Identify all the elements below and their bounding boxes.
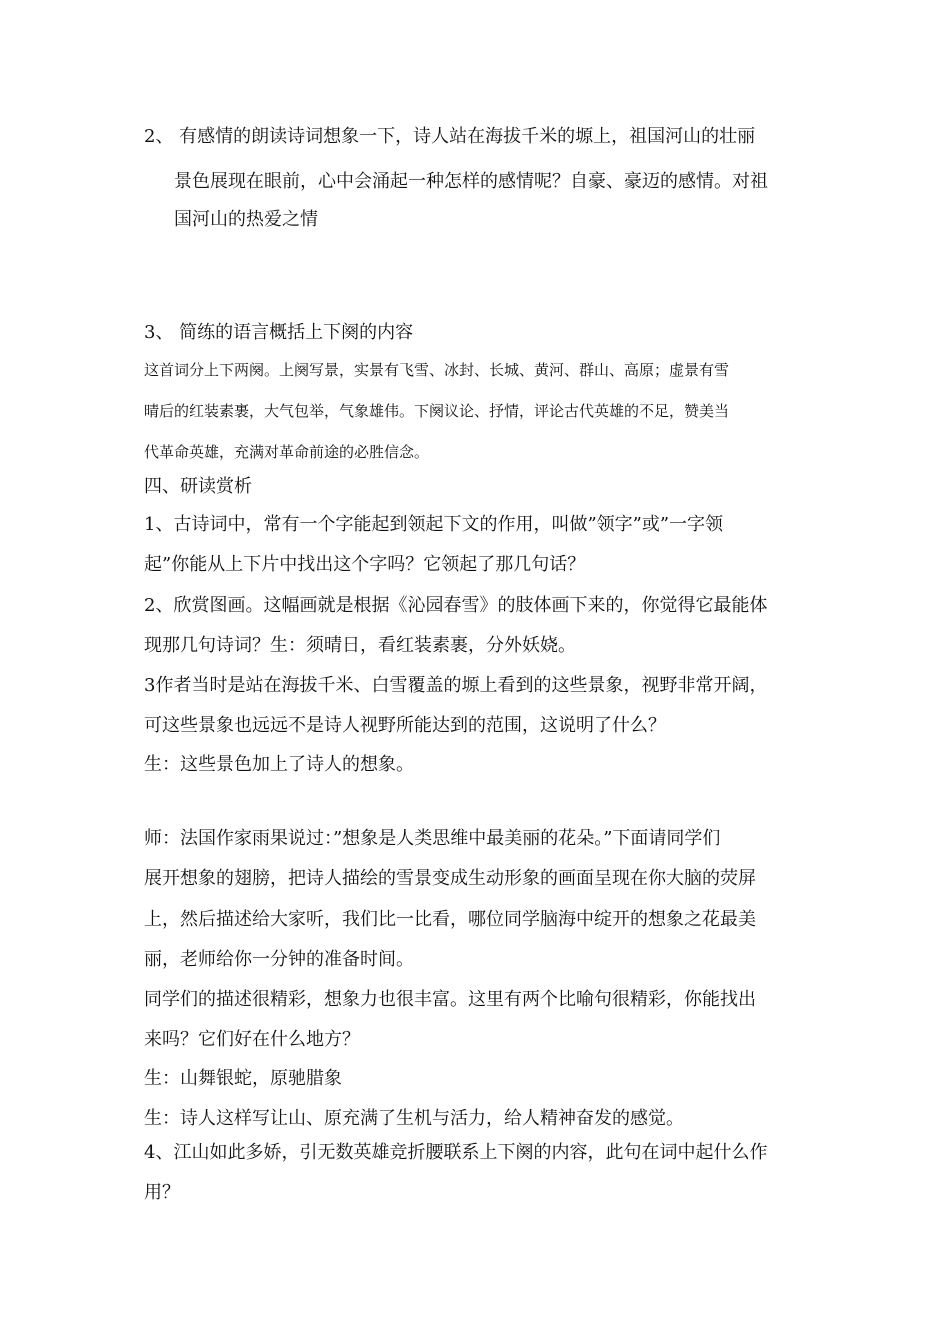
teacher-line-3: 上，然后描述给大家听，我们比一比看，哪位同学脑海中绽开的想象之花最美 bbox=[144, 909, 756, 930]
p3-heading: 3、 简练的语言概括上下阕的内容 bbox=[144, 322, 414, 343]
teacher-line-4: 丽，老师给你一分钟的准备时间。 bbox=[144, 949, 414, 970]
p2-line-3: 国河山的热爱之情 bbox=[174, 209, 318, 230]
q3-line-1: 3作者当时是站在海拔千米、白雪覆盖的塬上看到的这些景象，视野非常开阔， bbox=[144, 675, 768, 696]
q1-line-2: 起”你能从上下片中找出这个字吗？它领起了那几句话？ bbox=[144, 554, 586, 575]
teacher-line-2: 展开想象的翅膀，把诗人描绘的雪景变成生动形象的画面呈现在你大脑的荧屏 bbox=[144, 868, 756, 889]
teacher-line-1: 师：法国作家雨果说过：”想象是人类思维中最美丽的花朵。”下面请同学们 bbox=[144, 828, 721, 849]
student-answer-2: 生：诗人这样写让山、原充满了生机与活力，给人精神奋发的感觉。 bbox=[144, 1108, 684, 1129]
section4-heading: 四、研读赏析 bbox=[144, 476, 252, 497]
p2-line-2: 景色展现在眼前，心中会涌起一种怎样的感情呢？自豪、豪迈的感情。对祖 bbox=[174, 171, 768, 192]
p3-body-line-3: 代革命英雄，充满对革命前途的必胜信念。 bbox=[144, 443, 430, 461]
students-line-2: 来吗？它们好在什么地方？ bbox=[144, 1029, 360, 1050]
q2-line-2: 现那几句诗词？生：须晴日，看红装素裹，分外妖娆。 bbox=[144, 635, 576, 656]
q3-line-2: 可这些景象也远远不是诗人视野所能达到的范围，这说明了什么？ bbox=[144, 715, 666, 736]
p3-body-line-1: 这首词分上下两阕。上阕写景，实景有飞雪、冰封、长城、黄河、群山、高原；虚景有雪 bbox=[144, 361, 730, 379]
q1-line-1: 1、古诗词中，常有一个字能起到领起下文的作用，叫做”领字”或”一字领 bbox=[144, 514, 724, 535]
q4-line-2: 用？ bbox=[144, 1182, 180, 1203]
students-line-1: 同学们的描述很精彩，想象力也很丰富。这里有两个比喻句很精彩，你能找出 bbox=[144, 989, 756, 1010]
student-answer-1: 生：山舞银蛇，原驰腊象 bbox=[144, 1068, 342, 1089]
q4-line-1: 4、江山如此多娇，引无数英雄竞折腰联系上下阕的内容，此句在词中起什么作 bbox=[144, 1142, 768, 1163]
p3-body-line-2: 晴后的红装素裹，大气包举，气象雄伟。下阕议论、抒情，评论古代英雄的不足，赞美当 bbox=[144, 402, 730, 420]
q2-line-1: 2、欣赏图画。这幅画就是根据《沁园春雪》的肢体画下来的，你觉得它最能体 bbox=[144, 595, 768, 616]
q3-answer: 生：这些景色加上了诗人的想象。 bbox=[144, 754, 414, 775]
p2-line-1: 2、 有感情的朗读诗词想象一下，诗人站在海拔千米的塬上，祖国河山的壮丽 bbox=[144, 126, 756, 147]
